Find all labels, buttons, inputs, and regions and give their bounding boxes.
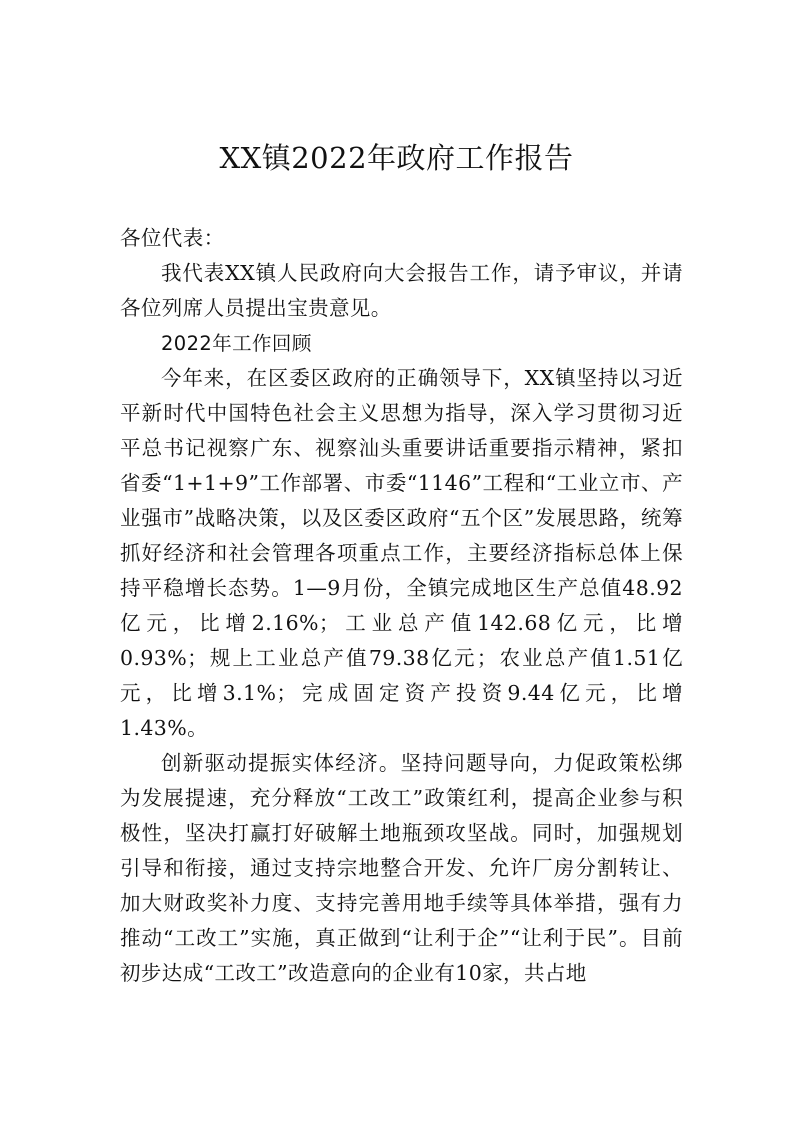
innovation-paragraph: 创新驱动提振实体经济。坚持问题导向，力促政策松绑为发展提速，充分释放“工改工”政策红利，提高企业参与积极性，坚决打赢打好破解土地瓶颈攻坚战。同时，加强规划引导和衔接，通过支持宗地整合开发、允许厂房分割转让、加大财政奖补力度、支持完善用地手续等具体举措，强有力推动“工改工”实施，真正做到“让利于企”“让利于民”。目前初步达成“工改工”改造意向的企业有10家，共占地 (120, 751, 683, 985)
salutation: 各位代表： (120, 226, 225, 250)
section-heading: 2022年工作回顾 (161, 332, 312, 355)
document-title: XX镇2022年政府工作报告 (219, 141, 574, 175)
review-paragraph: 今年来，在区委区政府的正确领导下，XX镇坚持以习近平新时代中国特色社会主义思想为指导，深入学习贯彻习近平总书记视察广东、视察汕头重要讲话重要指示精神，紧扣省委“1+1+9”工作部署、市委“1146”工程和“工业立市、产业强市”战略决策，以及区委区政府“五个区”发展思路，统筹抓好经济和社会管理各项重点工作，主要经济指标总体上保持平稳增长态势。1—9月份，全镇完成地区生产总值48.92亿元，比增2.16%；工业总产值142.68亿元，比增0.93%；规上工业总产值79.38亿元；农业总产值1.51亿元，比增3.1%；完成固定资产投资9.44亿元，比增1.43%。 (120, 366, 683, 740)
document-body (120, 221, 683, 991)
intro-paragraph: 我代表XX镇人民政府向大会报告工作，请予审议，并请各位列席人员提出宝贵意见。 (120, 261, 683, 320)
